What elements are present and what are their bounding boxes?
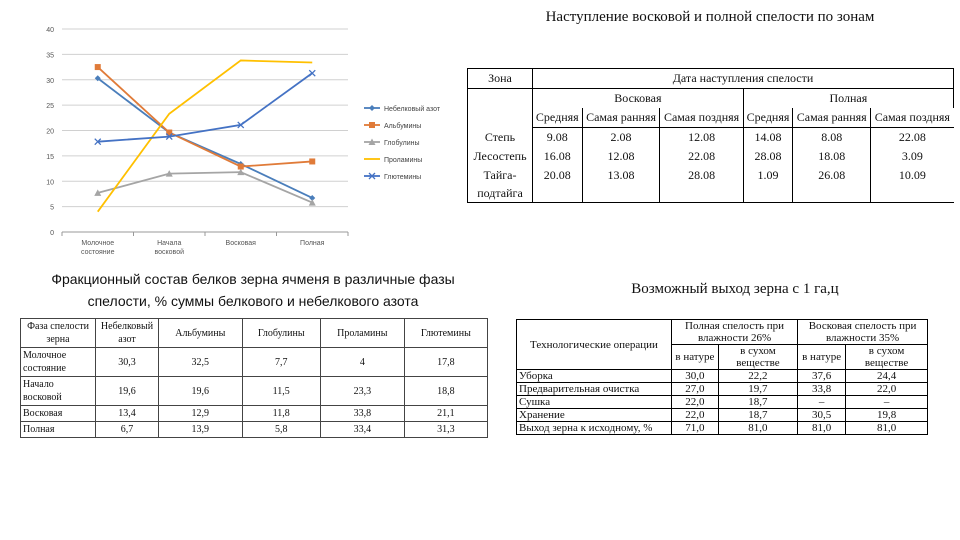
date-cell: 22.08 bbox=[660, 147, 743, 166]
value-cell: 37,6 bbox=[798, 370, 846, 383]
value-cell: 81,0 bbox=[718, 422, 797, 435]
column-header: Фаза спелости зерна bbox=[21, 319, 96, 348]
sub-header: Самая ранняя bbox=[793, 108, 871, 128]
operation-cell: Выход зерна к исходному, % bbox=[517, 422, 672, 435]
sub-header: Самая ранняя bbox=[582, 108, 660, 128]
value-cell: – bbox=[846, 396, 928, 409]
value-cell: 30,0 bbox=[672, 370, 719, 383]
table3-title: Возможный выход зерна с 1 га,ц bbox=[631, 281, 839, 297]
value-cell: 5,8 bbox=[242, 422, 320, 438]
data-point bbox=[95, 64, 101, 70]
table-row bbox=[517, 422, 928, 435]
value-cell: 32,5 bbox=[159, 348, 243, 377]
column-header: Проламины bbox=[320, 319, 404, 348]
sub-header: в сухом веществе bbox=[846, 345, 928, 370]
date-cell: 10.09 bbox=[871, 166, 954, 203]
operations-header: Технологические операции bbox=[517, 320, 672, 370]
legend-label: Глютемины bbox=[384, 174, 422, 181]
date-cell: 1.09 bbox=[743, 166, 793, 203]
date-cell: 12.08 bbox=[582, 147, 660, 166]
operation-cell: Хранение bbox=[517, 409, 672, 422]
value-cell: 19,8 bbox=[846, 409, 928, 422]
sub-header: в натуре bbox=[672, 345, 719, 370]
wax-header: Восковая bbox=[533, 89, 744, 109]
x-tick-label: Восковая bbox=[225, 240, 256, 247]
value-cell: 22,2 bbox=[718, 370, 797, 383]
chart-series bbox=[94, 60, 316, 211]
y-tick-label: 0 bbox=[50, 230, 54, 237]
zone-cell: Тайга-подтайга bbox=[468, 166, 533, 203]
date-cell: 12.08 bbox=[660, 128, 743, 148]
data-point bbox=[309, 70, 315, 76]
date-cell: 28.08 bbox=[660, 166, 743, 203]
operation-cell: Сушка bbox=[517, 396, 672, 409]
series-line bbox=[98, 73, 313, 142]
legend-label: Глобулины bbox=[384, 140, 420, 147]
table-row bbox=[468, 147, 954, 166]
value-cell: 7,7 bbox=[242, 348, 320, 377]
phase-cell: Молочное состояние bbox=[21, 348, 96, 377]
date-cell: 28.08 bbox=[754, 149, 782, 163]
value-cell: 22,0 bbox=[672, 409, 719, 422]
legend-label: Проламины bbox=[384, 157, 423, 164]
date-cell: 8.08 bbox=[793, 128, 871, 148]
table-row bbox=[517, 370, 928, 383]
sub-header: в сухом веществе bbox=[718, 345, 797, 370]
column-header: Небелковый азот bbox=[96, 319, 159, 348]
group-header: Восковая спелость при влажности 35% bbox=[798, 320, 928, 345]
value-cell: 23,3 bbox=[320, 377, 404, 406]
value-cell: 6,7 bbox=[96, 422, 159, 438]
table-row bbox=[21, 377, 488, 406]
value-cell: 71,0 bbox=[672, 422, 719, 435]
value-cell: 21,1 bbox=[404, 406, 487, 422]
sub-header: в натуре bbox=[798, 345, 846, 370]
value-cell: 22,0 bbox=[672, 396, 719, 409]
y-tick-label: 5 bbox=[50, 204, 54, 212]
table-row bbox=[21, 422, 488, 438]
table2-title: Фракционный состав белков зерна ячменя в различные фазы спелости, % суммы белкового и небелкового азота bbox=[51, 271, 455, 309]
table1-title: Наступление восковой и полной спелости по зонам bbox=[545, 9, 875, 25]
group-header: Полная спелость при влажности 26% bbox=[672, 320, 798, 345]
series-Глобулины bbox=[94, 169, 316, 206]
y-tick-label: 20 bbox=[46, 128, 54, 136]
date-cell: 20.08 bbox=[533, 166, 583, 203]
zone-cell: Степь bbox=[468, 128, 533, 148]
date-cell: 26.08 bbox=[793, 166, 871, 203]
legend-label: Небелковый азот bbox=[384, 106, 441, 113]
value-cell: 19,7 bbox=[718, 383, 797, 396]
sub-header: Средняя bbox=[743, 108, 793, 128]
table-row bbox=[517, 409, 928, 422]
value-cell: – bbox=[798, 396, 846, 409]
value-cell: 33,8 bbox=[320, 406, 404, 422]
value-cell: 33,4 bbox=[320, 422, 404, 438]
date-header: Дата наступления спелости bbox=[533, 69, 954, 89]
value-cell: 4 bbox=[320, 348, 404, 377]
full-header: Полная bbox=[743, 89, 953, 109]
date-cell: 2.08 bbox=[582, 128, 660, 148]
value-cell: 30,5 bbox=[798, 409, 846, 422]
series-line bbox=[98, 67, 313, 166]
data-point bbox=[369, 105, 375, 111]
phase-cell: Полная bbox=[21, 422, 96, 438]
value-cell: 81,0 bbox=[798, 422, 846, 435]
x-tick-label: Молочное состояние bbox=[81, 240, 115, 256]
table-row bbox=[21, 406, 488, 422]
table-row bbox=[468, 166, 954, 203]
value-cell: 81,0 bbox=[846, 422, 928, 435]
line-chart bbox=[0, 0, 470, 268]
date-cell: 14.08 bbox=[754, 130, 782, 144]
protein-fraction-table bbox=[20, 318, 488, 438]
sub-header: Самая поздняя bbox=[871, 108, 954, 128]
value-cell: 12,9 bbox=[159, 406, 243, 422]
table-row bbox=[21, 348, 488, 377]
y-tick-label: 35 bbox=[46, 52, 54, 60]
chart-grid bbox=[62, 29, 348, 236]
x-tick-label: Начала восковой bbox=[154, 240, 185, 256]
table-row bbox=[468, 128, 954, 148]
series-Глютемины bbox=[95, 70, 316, 145]
y-tick-label: 15 bbox=[46, 153, 54, 161]
chart-legend bbox=[364, 105, 441, 181]
value-cell: 22,0 bbox=[846, 383, 928, 396]
sub-header: Средняя bbox=[533, 108, 583, 128]
phase-cell: Восковая bbox=[21, 406, 96, 422]
date-cell: 13.08 bbox=[582, 166, 660, 203]
operation-cell: Уборка bbox=[517, 370, 672, 383]
x-axis-ticks bbox=[81, 240, 325, 256]
data-point bbox=[309, 158, 315, 164]
zone-header: Зона bbox=[468, 69, 533, 89]
value-cell: 31,3 bbox=[404, 422, 487, 438]
value-cell: 17,8 bbox=[404, 348, 487, 377]
maturity-dates-table bbox=[467, 68, 954, 203]
sub-header: Самая поздняя bbox=[660, 108, 743, 128]
value-cell: 30,3 bbox=[96, 348, 159, 377]
value-cell: 18,7 bbox=[718, 409, 797, 422]
series-line bbox=[98, 172, 313, 202]
value-cell: 24,4 bbox=[846, 370, 928, 383]
value-cell: 18,8 bbox=[404, 377, 487, 406]
value-cell: 19,6 bbox=[159, 377, 243, 406]
y-tick-label: 25 bbox=[46, 103, 54, 111]
zone-cell: Лесостепь bbox=[468, 147, 533, 166]
legend-label: Альбумины bbox=[384, 123, 422, 130]
y-tick-label: 40 bbox=[46, 27, 54, 34]
value-cell: 11,8 bbox=[242, 406, 320, 422]
x-tick-label: Полная bbox=[300, 240, 325, 247]
column-header: Альбумины bbox=[159, 319, 243, 348]
value-cell: 13,9 bbox=[159, 422, 243, 438]
table-row bbox=[517, 396, 928, 409]
table-row bbox=[517, 383, 928, 396]
date-cell: 16.08 bbox=[533, 147, 583, 166]
value-cell: 11,5 bbox=[242, 377, 320, 406]
grain-yield-table bbox=[516, 319, 928, 435]
value-cell: 33,8 bbox=[798, 383, 846, 396]
value-cell: 13,4 bbox=[96, 406, 159, 422]
value-cell: 27,0 bbox=[672, 383, 719, 396]
y-axis-ticks bbox=[46, 27, 54, 237]
y-tick-label: 30 bbox=[46, 77, 54, 85]
phase-cell: Начало восковой bbox=[21, 377, 96, 406]
y-tick-label: 10 bbox=[46, 179, 54, 187]
date-cell: 22.08 bbox=[871, 128, 954, 148]
data-point bbox=[369, 122, 375, 128]
column-header: Глютемины bbox=[404, 319, 487, 348]
column-header: Глобулины bbox=[242, 319, 320, 348]
date-cell: 3.09 bbox=[871, 147, 954, 166]
value-cell: 18,7 bbox=[718, 396, 797, 409]
date-cell: 9.08 bbox=[533, 128, 583, 148]
value-cell: 19,6 bbox=[96, 377, 159, 406]
date-cell: 18.08 bbox=[793, 147, 871, 166]
operation-cell: Предварительная очистка bbox=[517, 383, 672, 396]
